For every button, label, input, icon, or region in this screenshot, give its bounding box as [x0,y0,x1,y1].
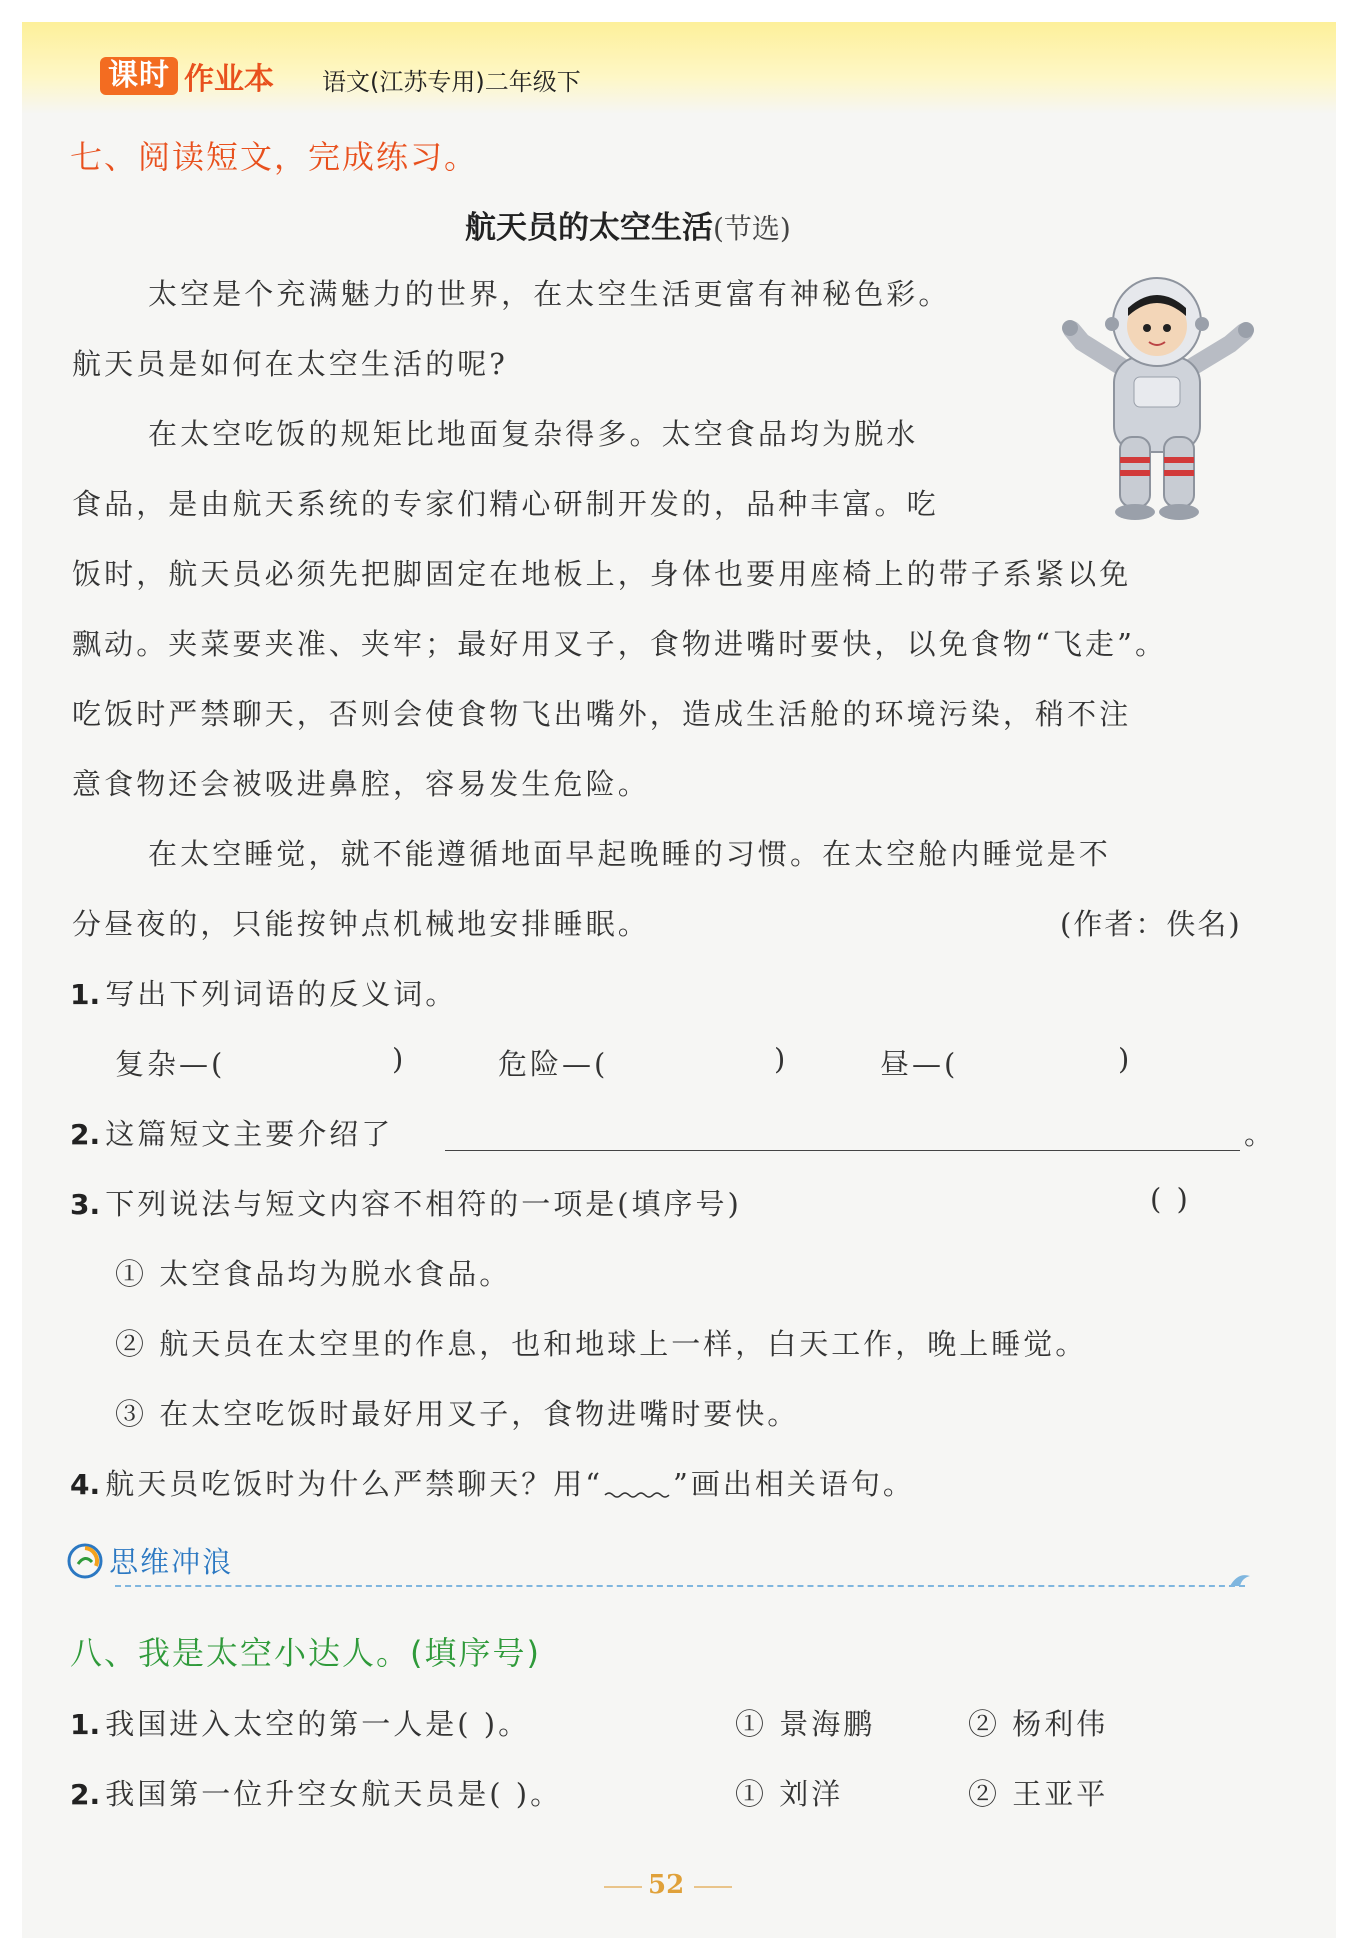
passage-line: 航天员是如何在太空生活的呢? [72,347,508,381]
antonym-item-3 [880,1042,958,1083]
option-text: 在太空吃饭时最好用叉子，食物进嘴时要快。 [159,1397,800,1431]
question-text[interactable]: 我国第一位升空女航天员是( )。 [105,1777,563,1811]
passage-line: 太空是个充满魅力的世界，在太空生活更富有神秘色彩。 [148,277,951,311]
antonym-answer-close[interactable]: ) [774,1042,789,1076]
sentence-end-mark: 。 [1244,1117,1277,1151]
option-mark: ① [115,1257,148,1291]
brand-badge: 课时 [100,57,178,95]
page-number: 52 [648,1870,685,1900]
quiz-option: ① 刘洋 [735,1777,844,1811]
question-text: 写出下列词语的反义词。 [105,977,458,1011]
passage-title [465,202,791,247]
question-2 [70,1112,393,1153]
book-subtitle: 语文(江苏专用)二年级下 [322,68,581,96]
passage-line: 分昼夜的，只能按钟点机械地安排睡眠。 [72,907,650,941]
question-text: 下列说法与短文内容不相符的一项是(填序号) [105,1187,742,1221]
passage-line: 饭时，航天员必须先把脚固定在地板上，身体也要用座椅上的带子系紧以免 [72,557,1132,591]
question-text-before: 航天员吃饭时为什么严禁聊天？用“ [105,1467,604,1501]
section-7-title: 七、阅读短文，完成练习。 [70,138,479,176]
brand-logo [100,56,274,96]
section-8-title: 八、我是太空小达人。(填序号) [70,1634,541,1672]
passage-line: 飘动。夹菜要夹准、夹牢；最好用叉子，食物进嘴时要快，以免食物“飞走”。 [72,627,1168,661]
passage-line: 食品，是由航天系统的专家们精心研制开发的，品种丰富。吃 [72,487,939,521]
option-1 [115,1252,511,1293]
page-number-rule-left [604,1886,642,1888]
question-number: 2. [70,1118,101,1151]
antonym-word: 昼—( [880,1047,959,1081]
author-credit: (作者：佚名) [1060,907,1242,941]
question-number: 3. [70,1188,101,1221]
question-number: 4. [70,1468,101,1501]
thinking-header [66,1540,233,1581]
quiz-question-1 [70,1702,530,1743]
question-4 [70,1462,915,1503]
thinking-title: 思维冲浪 [109,1545,234,1579]
astronaut-icon [1052,272,1262,522]
brand-name: 作业本 [184,62,274,97]
answer-line[interactable] [445,1150,1240,1151]
antonym-word: 复杂—( [115,1047,226,1081]
antonym-answer-close[interactable]: ) [392,1042,407,1076]
answer-paren[interactable]: ( ) [1150,1182,1191,1216]
option-3 [115,1392,799,1433]
passage-line: 意食物还会被吸进鼻腔，容易发生危险。 [72,767,650,801]
passage-line: 吃饭时严禁聊天，否则会使食物飞出嘴外，造成生活舱的环境污染，稍不注 [72,697,1132,731]
question-3 [70,1182,742,1223]
quiz-option: ② 杨利伟 [968,1707,1109,1741]
question-number: 1. [70,978,101,1011]
option-text: 太空食品均为脱水食品。 [159,1257,512,1291]
question-1 [70,972,457,1013]
antonym-answer-close[interactable]: ) [1118,1042,1133,1076]
passage-line: 在太空睡觉，就不能遵循地面早起晚睡的习惯。在太空舱内睡觉是不 [148,837,1112,871]
option-mark: ② [115,1327,148,1361]
antonym-word: 危险—( [498,1047,609,1081]
page-number-rule-right [694,1886,732,1888]
option-mark: ③ [115,1397,148,1431]
quiz-question-2 [70,1772,562,1813]
passage-title-note: (节选) [713,212,791,245]
question-text[interactable]: 我国进入太空的第一人是( )。 [105,1707,531,1741]
wave-corner-icon [1228,1568,1254,1590]
wavy-underline-icon [603,1490,673,1500]
question-number: 2. [70,1778,101,1811]
question-number: 1. [70,1708,101,1741]
quiz-option: ① 景海鹏 [735,1707,876,1741]
option-2 [115,1322,1087,1363]
quiz-option: ② 王亚平 [968,1777,1109,1811]
swirl-logo-icon [66,1542,104,1580]
option-text: 航天员在太空里的作息，也和地球上一样，白天工作，晚上睡觉。 [159,1327,1088,1361]
dashed-divider [115,1585,1245,1587]
question-text: 这篇短文主要介绍了 [105,1117,394,1151]
question-text-after: ”画出相关语句。 [673,1467,915,1501]
astronaut-illustration [1052,272,1262,522]
passage-line: 在太空吃饭的规矩比地面复杂得多。太空食品均为脱水 [148,417,919,451]
antonym-item-1 [115,1042,225,1083]
antonym-item-2 [498,1042,608,1083]
passage-title-text: 航天员的太空生活 [465,210,713,246]
